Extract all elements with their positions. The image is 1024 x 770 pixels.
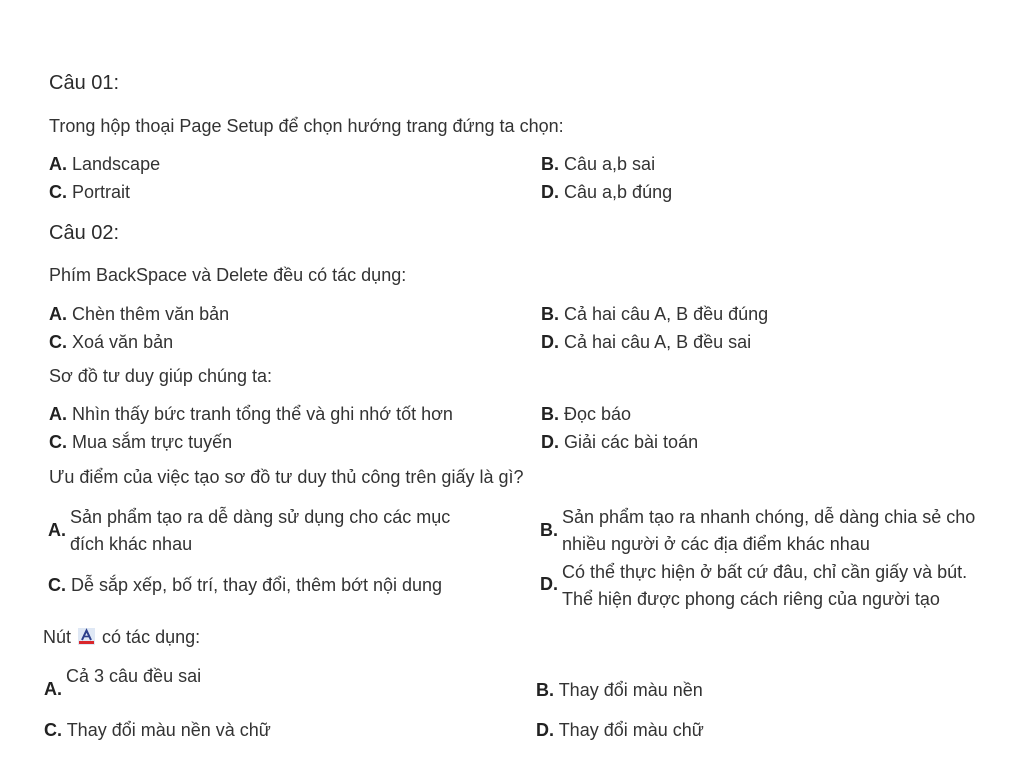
q5-option-d [536,720,704,741]
option-text: Portrait [72,182,131,202]
q4-option-b-label [540,520,558,541]
q1-option-a [49,154,160,175]
q2-option-c [49,332,173,353]
q5-question-before: Nút [43,627,72,647]
option-text: Đọc báo [564,404,632,424]
option-label: C. [49,332,67,352]
q1-question: Trong hộp thoại Page Setup để chọn hướng trang đứng ta chọn: [49,116,564,136]
option-label: C. [44,720,62,740]
q5-question-after: có tác dụng: [102,627,201,647]
option-label: B. [541,404,559,424]
option-label: A. [44,679,62,699]
option-text-line: Có thể thực hiện ở bất cứ đâu, chỉ cần giấy và bút. [562,562,968,582]
q5-option-b [536,680,703,701]
q4-question: Ưu điểm của việc tạo sơ đồ tư duy thủ công trên giấy là gì? [49,467,524,487]
q1-option-d [541,182,672,203]
option-text: Câu a,b đúng [564,182,673,202]
q5-option-a-text [66,666,201,687]
option-label: D. [541,182,559,202]
q4-option-a-text [70,504,520,558]
option-text: Dễ sắp xếp, bố trí, thay đổi, thêm bớt nội dung [71,575,443,595]
option-text-line: Sản phẩm tạo ra nhanh chóng, dễ dàng chia sẻ cho [562,507,976,527]
option-text: Mua sắm trực tuyến [72,432,233,452]
option-text-line: Thể hiện được phong cách riêng của người tạo [562,589,940,609]
option-text: Thay đổi màu chữ [558,720,704,740]
q3-option-d [541,432,698,453]
q1-option-c [49,182,130,203]
option-label: A. [49,154,67,174]
q3-question: Sơ đồ tư duy giúp chúng ta: [49,366,272,386]
q3-option-b [541,404,631,425]
option-text-line: đích khác nhau [70,534,193,554]
q2-heading: Câu 02: [49,222,120,244]
option-label: D. [541,332,559,352]
option-label: C. [48,575,66,595]
q2-question: Phím BackSpace và Delete đều có tác dụng: [49,265,407,285]
option-text: Cả hai câu A, B đều đúng [564,304,769,324]
q4-option-c [48,575,442,596]
q4-option-a-label [48,520,66,541]
q2-option-d [541,332,751,353]
option-label: C. [49,432,67,452]
q4-option-d-text [562,559,1017,613]
font-color-icon [78,628,95,645]
q5-option-a-label [44,679,62,700]
option-label: A. [49,304,67,324]
option-text: Nhìn thấy bức tranh tổng thể và ghi nhớ tốt hơn [72,404,453,424]
q4-option-d-label [540,574,558,595]
q2-option-a [49,304,229,325]
option-label: D. [541,432,559,452]
option-text: Cả 3 câu đều sai [66,666,202,686]
option-label: B. [540,520,558,540]
option-text: Câu a,b sai [564,154,656,174]
q4-option-b-text [562,504,1017,558]
q3-option-a [49,404,453,425]
option-label: B. [541,304,559,324]
option-text-line: Sản phẩm tạo ra dễ dàng sử dụng cho các mục [70,507,451,527]
q2-option-b [541,304,768,325]
option-text: Landscape [72,154,161,174]
q3-option-c [49,432,232,453]
option-text-line: nhiều người ở các địa điểm khác nhau [562,534,870,554]
q1-option-b [541,154,655,175]
q5-option-c [44,720,271,741]
option-text: Chèn thêm văn bản [72,304,230,324]
option-label: B. [541,154,559,174]
option-label: A. [49,404,67,424]
option-label: D. [540,574,558,594]
q5-question [43,627,200,648]
option-text: Giải các bài toán [564,432,699,452]
option-label: D. [536,720,554,740]
q1-heading: Câu 01: [49,72,120,94]
option-label: C. [49,182,67,202]
option-label: A. [48,520,66,540]
option-text: Xoá văn bản [72,332,174,352]
option-text: Thay đổi màu nền [558,680,703,700]
option-text: Cả hai câu A, B đều sai [564,332,752,352]
option-label: B. [536,680,554,700]
option-text: Thay đổi màu nền và chữ [66,720,271,740]
